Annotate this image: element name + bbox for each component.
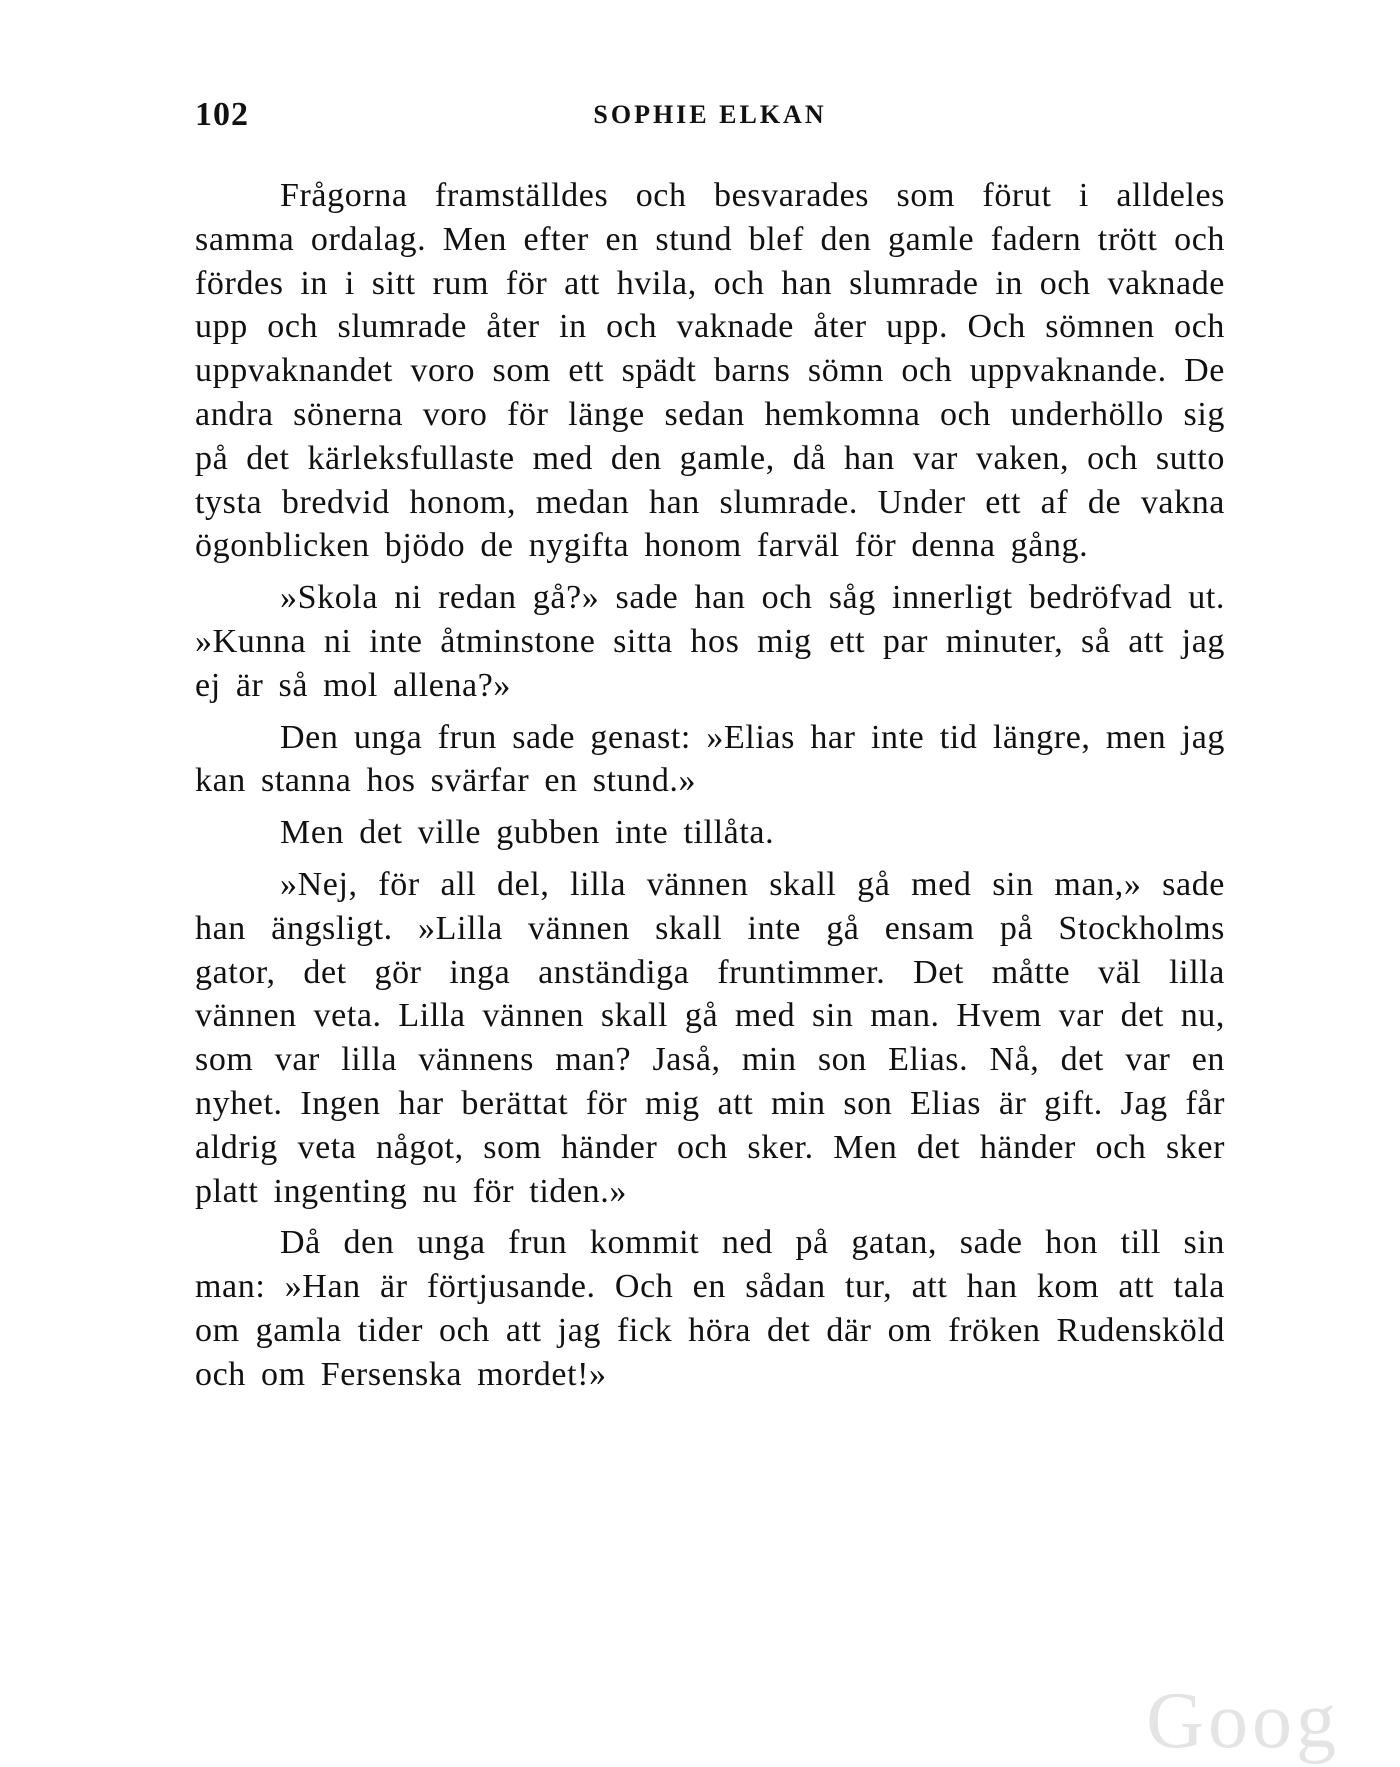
body-text — [195, 174, 1225, 1405]
paragraph-6: Då den unga frun kommit ned på gatan, sade hon till sin man: »Han är förtjusande. Och en sådan tur, att han kom att tala om gamla tider och att jag fick höra det där om fröken Rudensköld och om Fersenska mordet!» — [195, 1224, 1225, 1393]
watermark: Goog — [1146, 1677, 1340, 1765]
page-header — [195, 96, 1225, 136]
paragraph-4: Men det ville gubben inte tillåta. — [280, 814, 775, 852]
paragraph-2: »Skola ni redan gå?» sade han och såg innerligt bedröfvad ut. »Kunna ni inte åtminstone sitta hos mig ett par minuter, så att jag ej är så mol allena?» — [195, 579, 1225, 704]
paragraph-1: Frågorna framställdes och besvarades som förut i alldeles samma ordalag. Men efter en stund blef den gamle fadern trött och fördes in i sitt rum för att hvila, och han slumrade in och vaknade upp och slumrade åter in och vaknade åter upp. Och sömnen och uppvaknandet voro som ett spädt barns sömn och uppvaknande. De andra sönerna voro för länge sedan hemkomna och underhöllo sig på det kärleksfullaste med den gamle, då han var vaken, och sutto tysta bredvid honom, medan han slumrade. Under ett af de vakna ögonblicken bjödo de nygifta honom farväl för denna gång. — [195, 177, 1225, 565]
running-head: SOPHIE ELKAN — [593, 100, 827, 129]
paragraph-5: »Nej, för all del, lilla vännen skall gå med sin man,» sade han ängsligt. »Lilla vännen skall inte gå ensam på Stockholms gator, det gör inga anständiga fruntimmer. Det måtte väl lilla vännen veta. Lilla vännen skall gå med sin man. Hvem var det nu, som var lilla vännens man? Jaså, min son Elias. Nå, det var en nyhet. Ingen har berättat för mig att min son Elias är gift. Jag får aldrig veta något, som händer och sker. Men det händer och sker platt ingenting nu för tiden.» — [195, 865, 1225, 1210]
page-number: 102 — [195, 96, 249, 133]
paragraph-3: Den unga frun sade genast: »Elias har inte tid längre, men jag kan stanna hos svärfar en stund.» — [195, 718, 1225, 800]
